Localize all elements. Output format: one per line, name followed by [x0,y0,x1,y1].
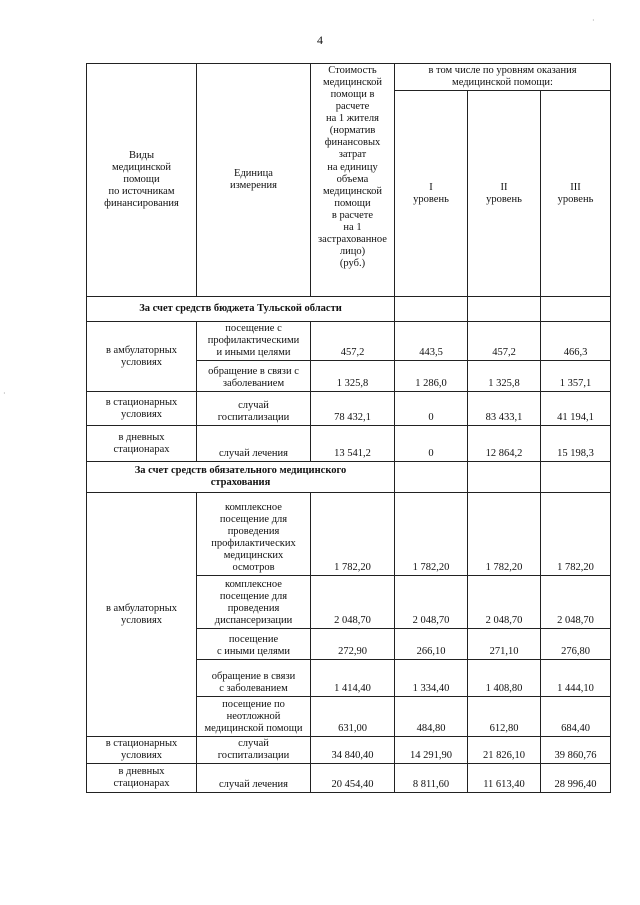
unit-cell: комплексное посещение для проведения диспансеризации [197,576,311,629]
level-2-cell: 1 325,8 [468,361,541,392]
unit-cell: случай лечения [197,764,311,793]
level-2-cell: 1 782,20 [468,493,541,576]
table-row [87,426,611,462]
level-1-cell: 1 334,40 [395,660,468,697]
unit-cell: случай госпитализации [197,737,311,764]
level-3-cell: 2 048,70 [541,576,611,629]
cost-cell: 1 414,40 [311,660,395,697]
header-levels-group-cell: в том числе по уровням оказания медицинской помощи: [395,64,611,91]
level-3-cell: 684,40 [541,697,611,737]
level-1-cell: 0 [395,392,468,426]
level-2-cell: 83 433,1 [468,392,541,426]
level-1-cell: 8 811,60 [395,764,468,793]
cost-cell: 13 541,2 [311,426,395,462]
table-row [87,392,611,426]
empty-cell [541,297,611,322]
header-cost-cell: Стоимость медицинской помощи в расчете на 1 жителя (норматив финансовых затрат на единицу объема медицинской помощи в расчете на 1 застрахованное лицо) (руб.) [311,64,395,297]
section-title: За счет средств обязательного медицинского страхования [87,462,395,493]
empty-cell [468,462,541,493]
level-1-cell: 14 291,90 [395,737,468,764]
level-1-cell: 1 782,20 [395,493,468,576]
care-type-cell: в дневных стационарах [87,426,197,462]
level-2-cell: 457,2 [468,322,541,361]
unit-cell: посещение с профилактическими и иными целями [197,322,311,361]
level-2-cell: 612,80 [468,697,541,737]
level-1-cell: 443,5 [395,322,468,361]
unit-cell: обращение в связи с заболеванием [197,660,311,697]
table-row [87,737,611,764]
cost-cell: 2 048,70 [311,576,395,629]
section-title: За счет средств бюджета Тульской области [87,297,395,322]
cost-cell: 631,00 [311,697,395,737]
header-level-1-cell: I уровень [395,91,468,297]
level-1-cell: 484,80 [395,697,468,737]
cost-cell: 78 432,1 [311,392,395,426]
level-2-cell: 21 826,10 [468,737,541,764]
table-row [87,764,611,793]
page-number: 4 [317,33,323,47]
level-1-cell: 0 [395,426,468,462]
table-row [87,322,611,361]
level-2-cell: 1 408,80 [468,660,541,697]
level-2-cell: 12 864,2 [468,426,541,462]
cost-cell: 1 782,20 [311,493,395,576]
level-3-cell: 1 444,10 [541,660,611,697]
section-budget [87,297,611,462]
cost-cell: 34 840,40 [311,737,395,764]
level-2-cell: 2 048,70 [468,576,541,629]
level-2-cell: 271,10 [468,629,541,660]
header-level-3-cell: III уровень [541,91,611,297]
empty-cell [541,462,611,493]
level-3-cell: 276,80 [541,629,611,660]
cost-cell: 272,90 [311,629,395,660]
level-3-cell: 39 860,76 [541,737,611,764]
header-unit-cell: Единица измерения [197,64,311,297]
care-type-cell: в стационарных условиях [87,737,197,764]
norms-table [86,63,611,793]
empty-cell [395,462,468,493]
scan-mark: · [3,389,6,398]
cost-cell: 20 454,40 [311,764,395,793]
unit-cell: посещение с иными целями [197,629,311,660]
level-3-cell: 1 357,1 [541,361,611,392]
level-1-cell: 1 286,0 [395,361,468,392]
level-3-cell: 1 782,20 [541,493,611,576]
unit-cell: случай госпитализации [197,392,311,426]
empty-cell [395,297,468,322]
scan-mark: · [592,16,595,25]
unit-cell: комплексное посещение для проведения профилактических медицинских осмотров [197,493,311,576]
level-3-cell: 466,3 [541,322,611,361]
cost-cell: 1 325,8 [311,361,395,392]
header-types-cell: Виды медицинской помощи по источникам финансирования [87,64,197,297]
empty-cell [468,297,541,322]
table-row [87,493,611,576]
level-1-cell: 2 048,70 [395,576,468,629]
unit-cell: обращение в связи с заболеванием [197,361,311,392]
header-level-2-cell: II уровень [468,91,541,297]
level-3-cell: 28 996,40 [541,764,611,793]
level-1-cell: 266,10 [395,629,468,660]
section-oms [87,462,611,793]
level-2-cell: 11 613,40 [468,764,541,793]
level-3-cell: 41 194,1 [541,392,611,426]
care-type-cell: в дневных стационарах [87,764,197,793]
unit-cell: посещение по неотложной медицинской помощи [197,697,311,737]
cost-cell: 457,2 [311,322,395,361]
care-type-cell: в амбулаторных условиях [87,322,197,392]
care-type-cell: в амбулаторных условиях [87,493,197,737]
unit-cell: случай лечения [197,426,311,462]
level-3-cell: 15 198,3 [541,426,611,462]
care-type-cell: в стационарных условиях [87,392,197,426]
